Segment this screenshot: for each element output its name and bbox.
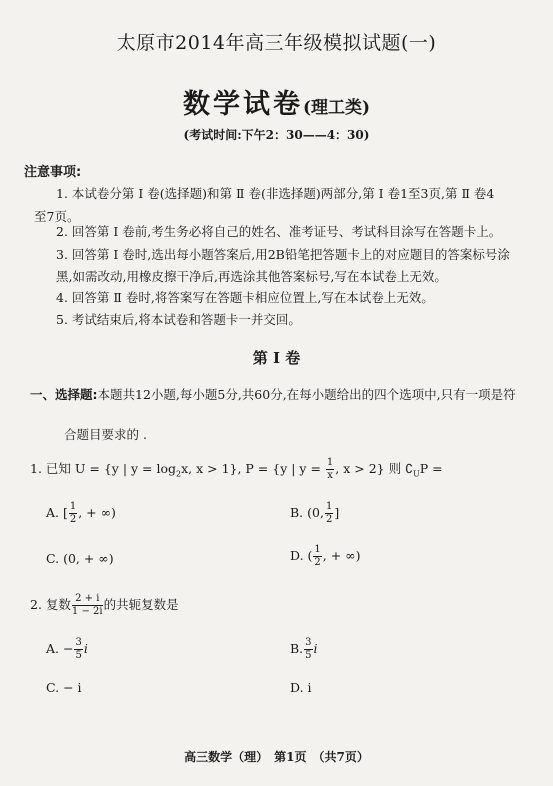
q1-log-base: 2 <box>176 469 182 479</box>
q2-b-tail: i <box>313 641 318 656</box>
q2-a-label: A. − <box>46 641 74 656</box>
q1-text-mid: x, x > 1}, P = {y | y = <box>181 461 325 476</box>
q1-d-fraction <box>313 545 321 568</box>
q1-b-den: 2 <box>325 514 333 525</box>
q1-a-num: 1 <box>69 501 77 512</box>
q2-a-tail: i <box>83 641 88 656</box>
q2-a-fraction <box>74 638 82 661</box>
q1-a-fraction <box>69 502 77 525</box>
note-item-3-cont: 黑,如需改动,用橡皮擦干净后,再选涂其他答案标号,写在本试卷上无效。 <box>56 269 447 284</box>
exam-header-title: 太原市2014年高三年级模拟试题(一) <box>116 32 437 54</box>
choice-intro-cont: 合题目要求的 . <box>64 427 147 442</box>
note-item-2: 2. 回答第 Ⅰ 卷前,考生务必将自己的姓名、准考证号、考试科目涂写在答题卡上。 <box>56 224 502 239</box>
q1-d-den: 2 <box>314 557 321 568</box>
q2-frac-num: 2 + i <box>72 594 103 606</box>
q1-frac-num: 1 <box>326 457 334 468</box>
note-item-1-cont: 至7页。 <box>34 209 80 224</box>
q1-complement-sub: U <box>413 469 420 479</box>
q1-d-num: 1 <box>314 544 321 555</box>
q1-option-d <box>290 545 360 568</box>
q1-b-tail: ] <box>334 505 340 520</box>
exam-time: (考试时间:下午2：30——4：30) <box>183 128 370 142</box>
q2-frac-den: 1 − 2i <box>71 606 103 617</box>
q2-option-a <box>46 638 88 661</box>
q1-frac-den: x <box>327 470 333 481</box>
q1-b-label: B. (0, <box>290 505 324 520</box>
note-item-4: 4. 回答第 Ⅱ 卷时,将答案写在答题卡相应位置上,写在本试卷上无效。 <box>56 290 434 305</box>
q2-a-num: 3 <box>75 637 82 648</box>
q1-text-tail: P = <box>419 461 443 476</box>
paper-title-sub: (理工类) <box>302 98 371 118</box>
notes-heading: 注意事项: <box>24 165 82 180</box>
choice-intro-label: 一、选择题: <box>30 387 98 402</box>
note-item-5: 5. 考试结束后,将本试卷和答题卡一并交回。 <box>56 312 301 327</box>
q1-a-den: 2 <box>69 514 77 525</box>
q1-text-pre: 1. 已知 U = {y | y = log <box>30 461 177 476</box>
page-footer: 高三数学（理） 第1页 （共7页） <box>184 750 369 764</box>
q1-b-num: 1 <box>325 501 333 512</box>
q2-b-num: 3 <box>305 637 312 648</box>
q2-text-post: 的共轭复数是 <box>103 597 179 612</box>
q2-option-d: D. i <box>290 680 312 695</box>
q2-b-den: 5 <box>305 650 312 661</box>
choice-intro <box>30 385 516 403</box>
q2-a-den: 5 <box>75 650 82 661</box>
q1-a-label: A. [ <box>46 505 68 520</box>
q1-d-tail: , + ∞) <box>322 548 361 563</box>
q1-option-b <box>290 502 339 525</box>
q1-d-label: D. ( <box>290 548 313 563</box>
q1-a-tail: , + ∞) <box>78 505 116 520</box>
q1-option-c: C. (0, + ∞) <box>46 551 114 566</box>
q2-option-c: C. − i <box>46 680 82 695</box>
q2-b-label: B. <box>290 641 304 656</box>
question-2 <box>30 594 179 617</box>
q1-fraction <box>326 458 334 481</box>
q1-b-fraction <box>325 502 333 525</box>
paper-title <box>0 82 553 121</box>
paper-title-main: 数学试卷 <box>182 89 303 120</box>
q2-fraction <box>72 594 103 617</box>
q2-option-b <box>290 638 318 661</box>
q1-text-post: , x > 2} 则 ∁ <box>335 461 414 476</box>
q2-b-fraction <box>304 638 312 661</box>
choice-intro-text: 本题共12小题,每小题5分,共60分,在每小题给出的四个选项中,只有一项是符 <box>97 387 516 402</box>
section-title: 第 Ⅰ 卷 <box>252 349 301 367</box>
note-item-1: 1. 本试卷分第 Ⅰ 卷(选择题)和第 Ⅱ 卷(非选择题)两部分,第 Ⅰ 卷1至3页,第 Ⅱ 卷4 <box>56 186 495 201</box>
q1-option-a <box>46 502 116 525</box>
question-1 <box>30 458 443 481</box>
note-item-3: 3. 回答第 Ⅰ 卷时,选出每小题答案后,用2B铅笔把答题卡上的对应题目的答案标号涂 <box>56 247 510 262</box>
q2-text-pre: 2. 复数 <box>30 597 71 612</box>
